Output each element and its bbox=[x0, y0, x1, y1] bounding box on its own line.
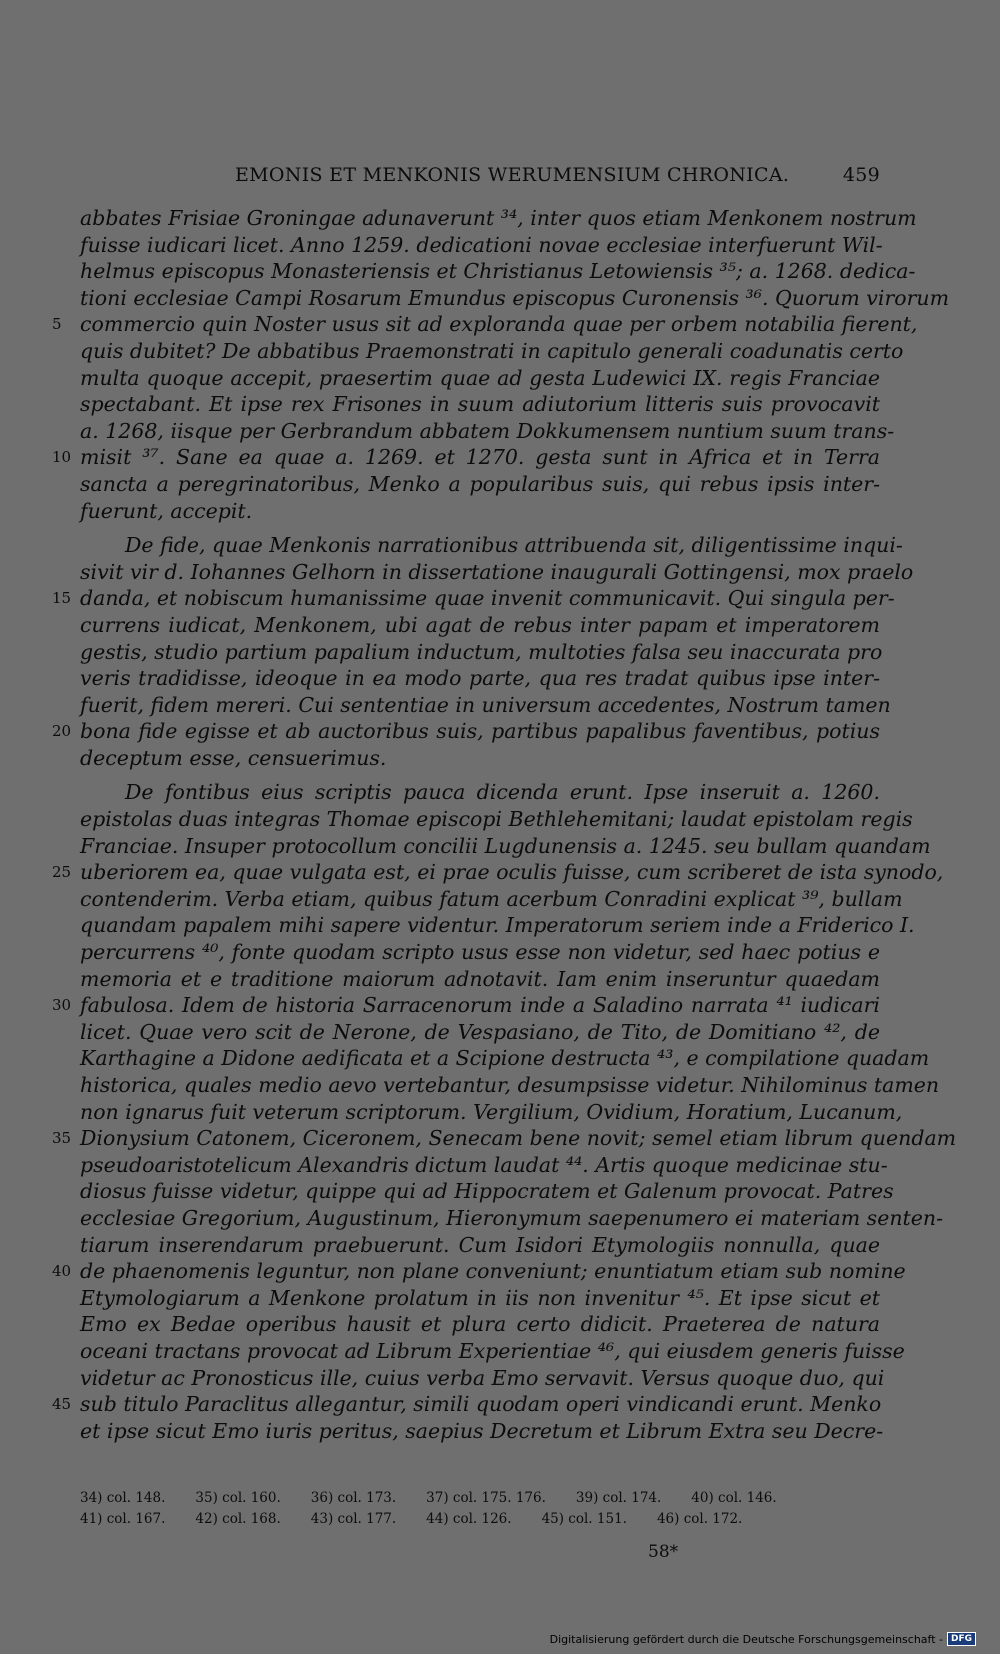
text-line bbox=[80, 498, 880, 525]
line-number: 15 bbox=[52, 589, 72, 608]
text-line bbox=[80, 806, 913, 833]
line-text: danda, et nobiscum humanissime quae invenit communicavit. Qui singula per- bbox=[80, 586, 895, 611]
text-line bbox=[52, 1258, 906, 1285]
text-line bbox=[80, 1099, 903, 1126]
line-number: 10 bbox=[52, 448, 72, 467]
line-text: fabulosa. Idem de historia Sarracenorum inde a Saladino narrata ⁴¹ iudicari bbox=[80, 993, 880, 1018]
text-line bbox=[80, 612, 880, 639]
line-text: ecclesiae Gregorium, Augustinum, Hieronymum saepenumero ei materiam senten- bbox=[80, 1205, 944, 1230]
digitization-credit bbox=[550, 1632, 976, 1646]
text-line bbox=[80, 1178, 894, 1205]
footnote: 36) col. 173. bbox=[310, 1490, 397, 1506]
text-line bbox=[80, 338, 904, 365]
text-line bbox=[80, 639, 883, 666]
text-line bbox=[80, 1152, 888, 1179]
line-text: bona fide egisse et ab auctoribus suis, partibus papalibus faventibus, potius bbox=[80, 719, 880, 744]
text-line bbox=[80, 939, 880, 966]
line-text: quis dubitet? De abbatibus Praemonstrati in capitulo generali coadunatis certo bbox=[80, 338, 904, 363]
line-text: tioni ecclesiae Campi Rosarum Emundus episcopus Curonensis ³⁶. Quorum virorum bbox=[80, 285, 950, 310]
text-line bbox=[52, 992, 880, 1019]
text-line bbox=[80, 285, 950, 312]
line-text: Franciae. Insuper protocollum concilii Lugdunensis a. 1245. seu bullam quandam bbox=[80, 833, 931, 858]
line-text: De fide, quae Menkonis narrationibus attribuenda sit, diligentissime inqui- bbox=[125, 533, 903, 558]
footnote: 46) col. 172. bbox=[656, 1511, 743, 1527]
line-text: memoria et e traditione maiorum adnotavit. Iam enim inseruntur quaedam bbox=[80, 966, 880, 991]
line-text: De fontibus eius scriptis pauca dicenda erunt. Ipse inseruit a. 1260. bbox=[125, 780, 880, 805]
line-text: tiarum inserendarum praebuerunt. Cum Isidori Etymologiis nonnulla, quae bbox=[80, 1232, 880, 1257]
signature-mark: 58* bbox=[648, 1542, 679, 1562]
line-text: licet. Quae vero scit de Nerone, de Vespasiano, de Tito, de Domitiano ⁴², de bbox=[80, 1019, 880, 1044]
line-text: pseudoaristotelicum Alexandris dictum laudat ⁴⁴. Artis quoque medicinae stu- bbox=[80, 1152, 888, 1177]
text-line bbox=[80, 1045, 930, 1072]
text-line bbox=[52, 718, 880, 745]
line-text: sivit vir d. Iohannes Gelhorn in dissertatione inaugurali Gottingensi, mox praelo bbox=[80, 559, 914, 584]
text-line bbox=[80, 232, 883, 259]
text-line bbox=[52, 1391, 882, 1418]
dfg-logo: DFG bbox=[947, 1632, 976, 1646]
text-line bbox=[80, 258, 916, 285]
line-text: et ipse sicut Emo iuris peritus, saepius Decretum et Librum Extra seu Decre- bbox=[80, 1418, 884, 1443]
line-text: percurrens ⁴⁰, fonte quodam scripto usus esse non videtur, sed haec potius e bbox=[80, 940, 880, 965]
text-line bbox=[80, 1418, 884, 1445]
text-line bbox=[80, 391, 880, 418]
text-line bbox=[80, 205, 917, 232]
footnote: 35) col. 160. bbox=[195, 1490, 281, 1506]
line-number: 45 bbox=[52, 1395, 72, 1414]
line-number: 40 bbox=[52, 1262, 72, 1281]
text-line bbox=[52, 444, 880, 471]
running-title: EMONIS ET MENKONIS WERUMENSIUM CHRONICA. bbox=[235, 164, 790, 186]
line-text: fuerit, fidem mereri. Cui sententiae in universum accedentes, Nostrum tamen bbox=[80, 692, 891, 717]
line-text: Dionysium Catonem, Ciceronem, Senecam bene novit; semel etiam librum quendam bbox=[80, 1126, 957, 1151]
line-text: non ignarus fuit veterum scriptorum. Vergilium, Ovidium, Horatium, Lucanum, bbox=[80, 1099, 903, 1124]
text-line bbox=[80, 418, 895, 445]
text-line bbox=[80, 1311, 880, 1338]
line-text: fuerunt, accepit. bbox=[80, 498, 253, 523]
line-text: contenderim. Verba etiam, quibus fatum acerbum Conradini explicat ³⁹, bullam bbox=[80, 886, 903, 911]
line-text: fuisse iudicari licet. Anno 1259. dedicationi novae ecclesiae interfuerunt Wil- bbox=[80, 232, 883, 257]
text-line bbox=[80, 833, 931, 860]
footnote: 37) col. 175. 176. bbox=[426, 1490, 546, 1506]
footnote: 34) col. 148. bbox=[80, 1490, 166, 1506]
line-number: 25 bbox=[52, 863, 72, 882]
line-text: videtur ac Pronosticus ille, cuius verba Emo servavit. Versus quoque duo, qui bbox=[80, 1365, 885, 1390]
credit-text: Digitalisierung gefördert durch die Deutsche Forschungsgemeinschaft - bbox=[549, 1632, 943, 1646]
line-text: quandam papalem mihi sapere videntur. Imperatorum seriem inde a Friderico I. bbox=[80, 913, 915, 938]
footnote: 40) col. 146. bbox=[691, 1490, 777, 1506]
text-line bbox=[80, 912, 915, 939]
line-text: abbates Frisiae Groningae adunaverunt ³⁴, inter quos etiam Menkonem nostrum bbox=[80, 206, 917, 230]
line-text: historica, quales medio aevo vertebantur, desumpsisse videtur. Nihilominus tamen bbox=[80, 1073, 940, 1097]
text-line bbox=[80, 692, 891, 719]
running-header bbox=[80, 164, 880, 192]
text-line bbox=[80, 886, 903, 913]
page-number: 459 bbox=[842, 164, 880, 186]
text-line bbox=[80, 779, 880, 806]
line-text: gestis, studio partium papalium inductum, multoties falsa seu inaccurata pro bbox=[80, 639, 883, 664]
line-text: helmus episcopus Monasteriensis et Christianus Letowiensis ³⁵; a. 1268. dedica- bbox=[80, 259, 916, 284]
line-text: uberiorem ea, quae vulgata est, ei prae oculis fuisse, cum scriberet de ista synodo, bbox=[80, 860, 944, 885]
text-line bbox=[80, 1338, 905, 1365]
line-number: 5 bbox=[52, 315, 62, 334]
line-text: oceani tractans provocat ad Librum Experientiae ⁴⁶, qui eiusdem generis fuisse bbox=[80, 1338, 905, 1363]
footnote-row bbox=[80, 1509, 820, 1530]
line-text: misit ³⁷. Sane ea quae a. 1269. et 1270. gesta sunt in Africa et in Terra bbox=[80, 445, 880, 470]
line-text: veris tradidisse, ideoque in ea modo parte, qua res tradat quibus ipse inter- bbox=[80, 666, 880, 691]
line-text: de phaenomenis leguntur, non plane conveniunt; enuntiatum etiam sub nomine bbox=[80, 1259, 906, 1284]
text-line bbox=[80, 665, 880, 692]
line-number: 35 bbox=[52, 1129, 72, 1148]
footnote: 39) col. 174. bbox=[575, 1490, 662, 1506]
text-line bbox=[80, 1019, 880, 1046]
text-line bbox=[80, 1232, 880, 1259]
footnote-row bbox=[80, 1488, 820, 1509]
line-text: Karthagine a Didone aedificata et a Scipione destructa ⁴³, e compilatione quadam bbox=[80, 1046, 930, 1071]
line-text: deceptum esse, censuerimus. bbox=[80, 745, 387, 770]
line-text: sancta a peregrinatoribus, Menko a popularibus suis, qui rebus ipsis inter- bbox=[80, 471, 880, 496]
text-line bbox=[80, 1285, 880, 1312]
text-line bbox=[80, 1365, 885, 1392]
text-line bbox=[80, 532, 903, 559]
footnote: 42) col. 168. bbox=[195, 1511, 281, 1527]
text-line bbox=[80, 966, 880, 993]
footnote: 43) col. 177. bbox=[310, 1511, 397, 1527]
main-text bbox=[52, 205, 957, 1444]
text-line bbox=[80, 1072, 940, 1099]
footnote: 45) col. 151. bbox=[541, 1511, 627, 1527]
text-line bbox=[52, 1125, 957, 1152]
line-text: diosus fuisse videtur, quippe qui ad Hippocratem et Galenum provocat. Patres bbox=[80, 1179, 894, 1204]
line-text: Emo ex Bedae operibus hausit et plura certo didicit. Praeterea de natura bbox=[80, 1312, 880, 1337]
line-text: epistolas duas integras Thomae episcopi Bethlehemitani; laudat epistolam regis bbox=[80, 807, 913, 832]
footnote: 41) col. 167. bbox=[80, 1511, 166, 1527]
line-text: a. 1268, iisque per Gerbrandum abbatem Dokkumensem nuntium suum trans- bbox=[80, 418, 895, 443]
text-line bbox=[80, 365, 880, 392]
line-number: 30 bbox=[52, 996, 72, 1015]
line-text: sub titulo Paraclitus allegantur, simili quodam operi vindicandi erunt. Menko bbox=[80, 1392, 882, 1417]
line-text: multa quoque accepit, praesertim quae ad gesta Ludewici IX. regis Franciae bbox=[80, 365, 880, 390]
line-text: currens iudicat, Menkonem, ubi agat de rebus inter papam et imperatorem bbox=[80, 612, 880, 637]
footnote: 44) col. 126. bbox=[426, 1511, 512, 1527]
text-line bbox=[52, 859, 944, 886]
text-line bbox=[80, 559, 914, 586]
text-line bbox=[52, 585, 895, 612]
text-line bbox=[52, 311, 918, 338]
line-text: Etymologiarum a Menkone prolatum in iis non invenitur ⁴⁵. Et ipse sicut et bbox=[80, 1285, 880, 1310]
text-line bbox=[80, 745, 880, 772]
text-line bbox=[80, 471, 880, 498]
text-line bbox=[80, 1205, 944, 1232]
line-number: 20 bbox=[52, 722, 72, 741]
line-text: commercio quin Noster usus sit ad exploranda quae per orbem notabilia fierent, bbox=[80, 312, 918, 337]
footnotes bbox=[80, 1488, 820, 1530]
line-text: spectabant. Et ipse rex Frisones in suum adiutorium litteris suis provocavit bbox=[80, 392, 880, 417]
